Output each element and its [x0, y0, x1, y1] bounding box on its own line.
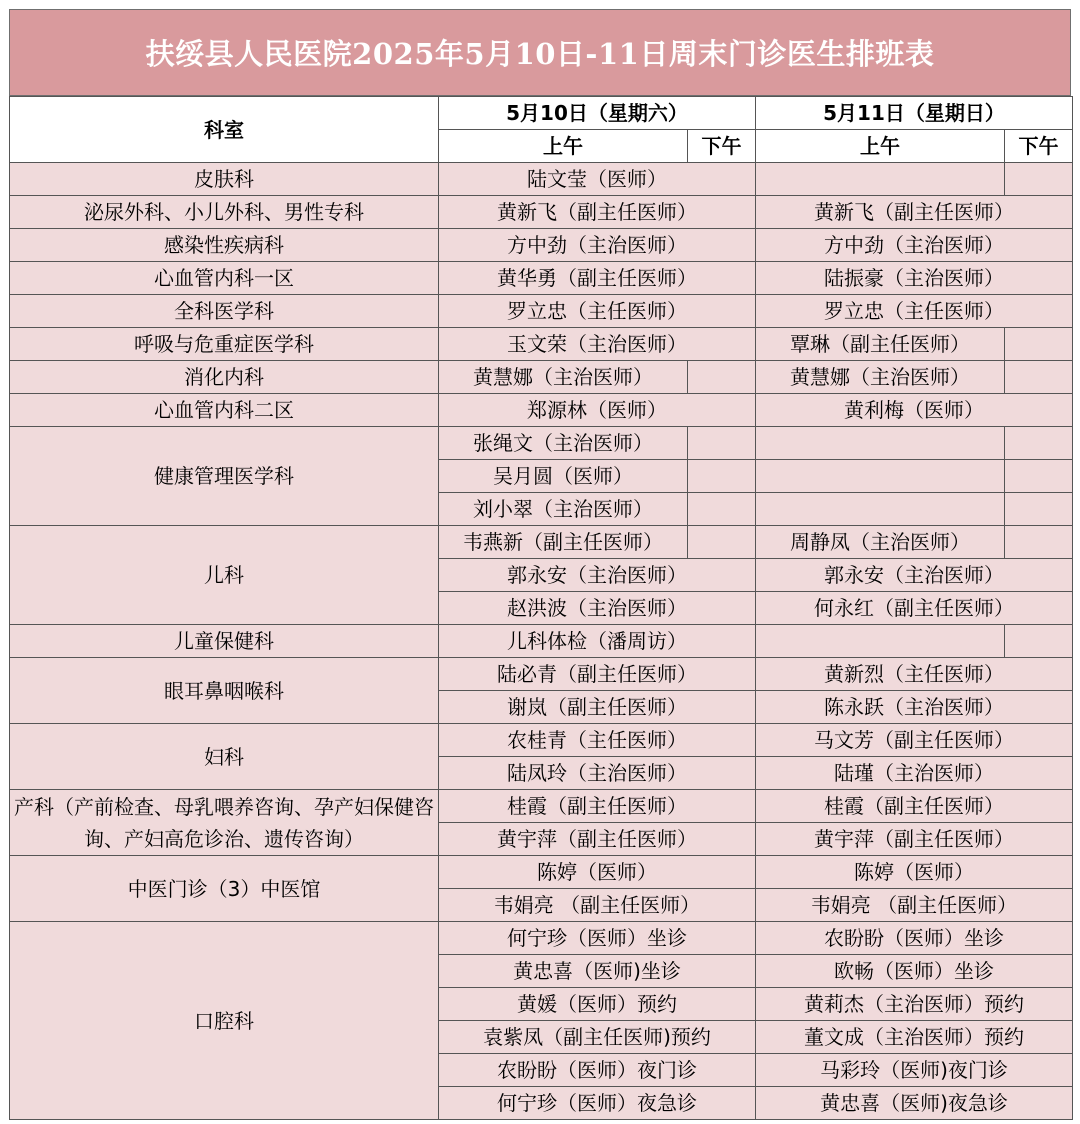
- day2-am-cell: [756, 163, 1005, 196]
- dept-cell: 儿科: [10, 526, 439, 625]
- schedule-row: [10, 658, 1073, 691]
- schedule-row: [10, 526, 1073, 559]
- schedule-row: [10, 724, 1073, 757]
- day1-am-cell: 刘小翠（主治医师）: [439, 493, 688, 526]
- schedule-row: [10, 625, 1073, 658]
- day1-am-cell: 韦娟亮 （副主任医师）: [439, 889, 756, 922]
- dept-cell: 儿童保健科: [10, 625, 439, 658]
- schedule-row: [10, 262, 1073, 295]
- day1-pm-cell: [688, 460, 756, 493]
- dept-cell: 眼耳鼻咽喉科: [10, 658, 439, 724]
- schedule-row: [10, 328, 1073, 361]
- schedule-row: [10, 163, 1073, 196]
- day2-am-cell: 覃琳（副主任医师）: [756, 328, 1005, 361]
- day1-am-cell: 袁紫凤（副主任医师)预约: [439, 1021, 756, 1054]
- day2-am-cell: 周静凤（主治医师）: [756, 526, 1005, 559]
- schedule-table: [9, 96, 1073, 1120]
- day1-am-cell: 黄媛（医师）预约: [439, 988, 756, 1021]
- dept-cell: 泌尿外科、小儿外科、男性专科: [10, 196, 439, 229]
- day2-am-cell: 陆振豪（主治医师）: [756, 262, 1073, 295]
- day2-am-cell: 陈婷（医师）: [756, 856, 1073, 889]
- day1-am-cell: 赵洪波（主治医师）: [439, 592, 756, 625]
- schedule-title: 扶绥县人民医院2025年5月10日-11日周末门诊医生排班表: [145, 37, 935, 71]
- day2-pm-cell: [1005, 328, 1073, 361]
- day2-am-cell: [756, 625, 1005, 658]
- dept-column-header: 科室: [10, 97, 439, 163]
- day2-am-cell: 马彩玲（医师)夜门诊: [756, 1054, 1073, 1087]
- day2-am-cell: 黄利梅（医师）: [756, 394, 1073, 427]
- dept-cell: 心血管内科二区: [10, 394, 439, 427]
- day1-am-cell: 陆凤玲（主治医师）: [439, 757, 756, 790]
- day2-am-cell: 方中劲（主治医师）: [756, 229, 1073, 262]
- dept-cell: 产科（产前检查、母乳喂养咨询、孕产妇保健咨询、产妇高危诊治、遗传咨询）: [10, 790, 439, 856]
- header-row-1: [10, 97, 1073, 130]
- day1-pm-cell: [688, 526, 756, 559]
- day1-am-cell: 谢岚（副主任医师）: [439, 691, 756, 724]
- day2-am-cell: 马文芳（副主任医师）: [756, 724, 1073, 757]
- dept-cell: 健康管理医学科: [10, 427, 439, 526]
- day2-header: 5月11日（星期日）: [756, 97, 1073, 130]
- day1-am-cell: 韦燕新（副主任医师）: [439, 526, 688, 559]
- day1-am-cell: 罗立忠（主任医师）: [439, 295, 756, 328]
- schedule-row: [10, 856, 1073, 889]
- day1-am-cell: 吴月圆（医师）: [439, 460, 688, 493]
- day1-am-cell: 陆必青（副主任医师）: [439, 658, 756, 691]
- schedule-row: [10, 394, 1073, 427]
- dept-cell: 呼吸与危重症医学科: [10, 328, 439, 361]
- dept-cell: 中医门诊（3）中医馆: [10, 856, 439, 922]
- schedule-title-bar: [9, 9, 1071, 96]
- day1-am-cell: 桂霞（副主任医师）: [439, 790, 756, 823]
- schedule-row: [10, 922, 1073, 955]
- schedule-row: [10, 361, 1073, 394]
- day2-am-cell: 董文成（主治医师）预约: [756, 1021, 1073, 1054]
- day2-am-cell: 郭永安（主治医师）: [756, 559, 1073, 592]
- day2-pm-cell: [1005, 163, 1073, 196]
- day1-am-cell: 农桂青（主任医师）: [439, 724, 756, 757]
- day1-am-cell: 陈婷（医师）: [439, 856, 756, 889]
- day2-am-cell: 罗立忠（主任医师）: [756, 295, 1073, 328]
- day1-pm-cell: [688, 427, 756, 460]
- schedule-row: [10, 229, 1073, 262]
- day2-pm-cell: [1005, 361, 1073, 394]
- day2-am-cell: 黄莉杰（主治医师）预约: [756, 988, 1073, 1021]
- day1-header: 5月10日（星期六）: [439, 97, 756, 130]
- day2-am-cell: 农盼盼（医师）坐诊: [756, 922, 1073, 955]
- day1-am-cell: 张绳文（主治医师）: [439, 427, 688, 460]
- day2-pm-cell: [1005, 460, 1073, 493]
- day1-am-cell: 黄华勇（副主任医师）: [439, 262, 756, 295]
- day2-am-cell: 黄新飞（副主任医师）: [756, 196, 1073, 229]
- schedule-row: [10, 790, 1073, 823]
- day2-pm-cell: [1005, 493, 1073, 526]
- day2-am-cell: [756, 493, 1005, 526]
- day1-am-cell: 农盼盼（医师）夜门诊: [439, 1054, 756, 1087]
- day1-am-cell: 陆文莹（医师）: [439, 163, 756, 196]
- day2-am-cell: 陈永跃（主治医师）: [756, 691, 1073, 724]
- dept-cell: 口腔科: [10, 922, 439, 1120]
- day2-am-cell: 何永红（副主任医师）: [756, 592, 1073, 625]
- dept-cell: 全科医学科: [10, 295, 439, 328]
- day2-pm-header: 下午: [1005, 130, 1073, 163]
- day1-pm-cell: [688, 361, 756, 394]
- schedule-row: [10, 295, 1073, 328]
- day1-am-cell: 儿科体检（潘周访）: [439, 625, 756, 658]
- day2-pm-cell: [1005, 625, 1073, 658]
- day1-am-cell: 郑源林（医师）: [439, 394, 756, 427]
- day1-am-header: 上午: [439, 130, 688, 163]
- day1-am-cell: 黄新飞（副主任医师）: [439, 196, 756, 229]
- day1-am-cell: 郭永安（主治医师）: [439, 559, 756, 592]
- day2-am-cell: [756, 427, 1005, 460]
- dept-cell: 心血管内科一区: [10, 262, 439, 295]
- day1-pm-header: 下午: [688, 130, 756, 163]
- day1-pm-cell: [688, 493, 756, 526]
- day2-am-cell: 黄忠喜（医师)夜急诊: [756, 1087, 1073, 1120]
- day2-am-cell: 黄慧娜（主治医师）: [756, 361, 1005, 394]
- day1-am-cell: 黄忠喜（医师)坐诊: [439, 955, 756, 988]
- day1-am-cell: 何宁珍（医师）坐诊: [439, 922, 756, 955]
- dept-cell: 皮肤科: [10, 163, 439, 196]
- day2-am-cell: 黄新烈（主任医师）: [756, 658, 1073, 691]
- dept-cell: 感染性疾病科: [10, 229, 439, 262]
- day2-am-cell: 桂霞（副主任医师）: [756, 790, 1073, 823]
- day1-am-cell: 玉文荣（主治医师）: [439, 328, 756, 361]
- day1-am-cell: 何宁珍（医师）夜急诊: [439, 1087, 756, 1120]
- day2-pm-cell: [1005, 427, 1073, 460]
- day2-am-cell: [756, 460, 1005, 493]
- dept-cell: 消化内科: [10, 361, 439, 394]
- day2-am-cell: 黄宇萍（副主任医师）: [756, 823, 1073, 856]
- day2-am-cell: 韦娟亮 （副主任医师）: [756, 889, 1073, 922]
- day2-am-cell: 陆瑾（主治医师）: [756, 757, 1073, 790]
- day2-pm-cell: [1005, 526, 1073, 559]
- dept-cell: 妇科: [10, 724, 439, 790]
- day1-am-cell: 方中劲（主治医师）: [439, 229, 756, 262]
- day2-am-cell: 欧畅（医师）坐诊: [756, 955, 1073, 988]
- day1-am-cell: 黄慧娜（主治医师）: [439, 361, 688, 394]
- schedule-row: [10, 427, 1073, 460]
- schedule-row: [10, 196, 1073, 229]
- day2-am-header: 上午: [756, 130, 1005, 163]
- day1-am-cell: 黄宇萍（副主任医师）: [439, 823, 756, 856]
